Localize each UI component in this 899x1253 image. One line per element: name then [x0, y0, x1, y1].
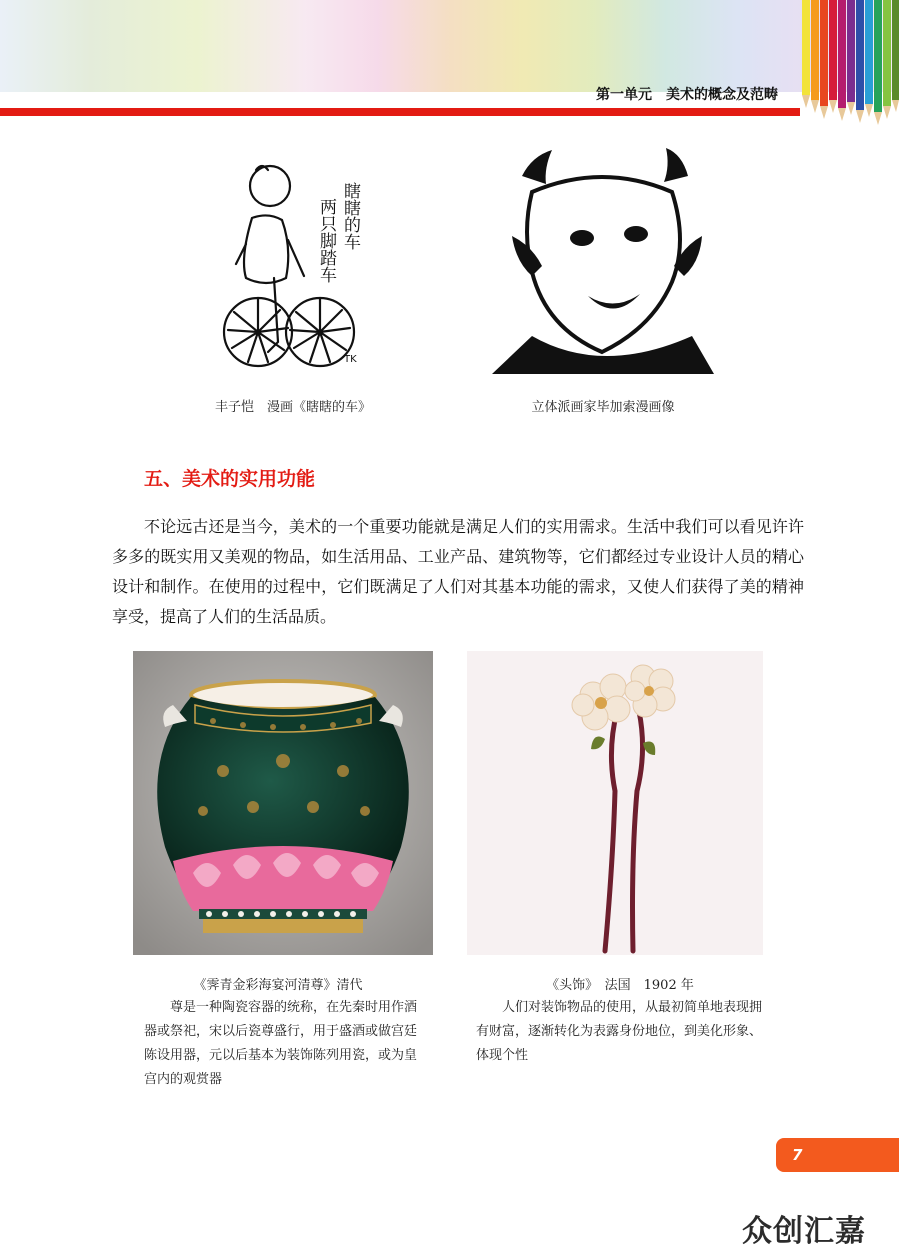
- description-porcelain: 尊是一种陶瓷容器的统称，在先秦时用作酒器或祭祀，宋以后瓷尊盛行，用于盛酒或做宫廷陈设用器，元以后基本为装饰陈列用瓷，或为皇宫内的观赏器: [144, 1000, 418, 1087]
- page-number: 7: [792, 1146, 803, 1164]
- cartoon-inscription-line-2: 两只脚踏车: [316, 198, 336, 283]
- caption-picasso: 立体派画家毕加索漫画像: [531, 400, 675, 415]
- watermark-text: 众创汇嘉: [742, 1214, 866, 1249]
- caption-porcelain: 《霁青金彩海宴河清尊》清代: [193, 978, 363, 993]
- section-paragraph: 不论远古还是当今，美术的一个重要功能就是满足人们的实用需求。生活中我们可以看见许许多多的既实用又美观的物品，如生活用品、工业产品、建筑物等，它们都经过专业设计人员的精心设计和制作。在使用的过程中，它们既满足了人们对其基本功能的需求，又使人们获得了美的精神享受，提高了人们的生活品质。: [112, 517, 804, 626]
- child-on-bicycle-cartoon: [212, 148, 388, 374]
- caption-cartoon: 丰子恺 漫画《瞎瞎的车》: [214, 400, 371, 415]
- caption-hairpin: 《头饰》 法国 1902 年: [546, 978, 694, 993]
- porcelain-zun-photo: [133, 651, 433, 955]
- picasso-caricature: [492, 146, 714, 374]
- colored-pencils-decoration: [800, 0, 899, 130]
- cartoon-signature: TK: [344, 354, 357, 365]
- hairpin-photo: [467, 651, 763, 955]
- cartoon-inscription-line-1: 瞎瞎的车: [340, 182, 360, 250]
- description-hairpin: 人们对装饰物品的使用，从最初简单地表现拥有财富，逐渐转化为表露身份地位，到美化形象、体现个性: [476, 1000, 763, 1063]
- header-color-band: [0, 0, 899, 92]
- section-title: 五、美术的实用功能: [144, 468, 316, 490]
- header-red-rule: [0, 108, 800, 116]
- unit-title: 第一单元 美术的概念及范畴: [596, 87, 778, 103]
